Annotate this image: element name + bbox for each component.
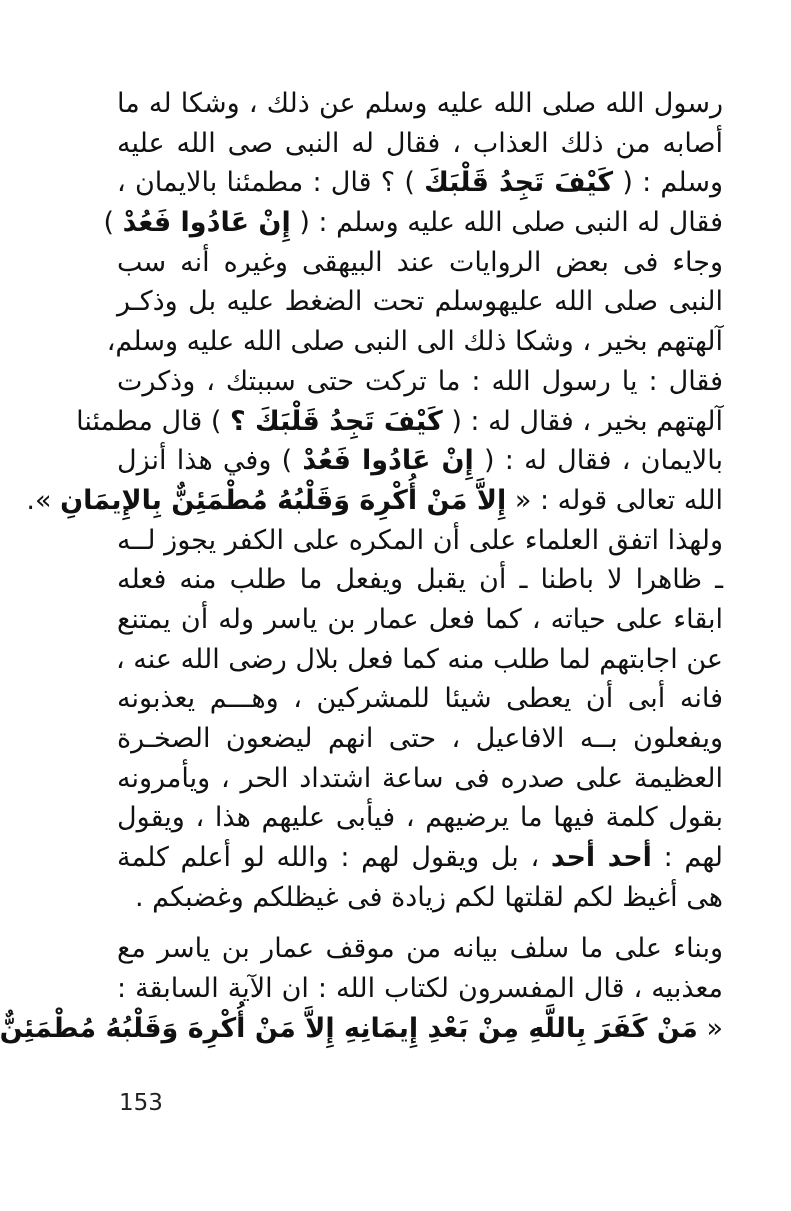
- bold-phrase: أحد أحد: [550, 842, 652, 874]
- text-segment: ): [103, 207, 123, 239]
- text-segment: ) قال مطمئنا: [76, 405, 230, 437]
- text-line: [117, 441, 723, 481]
- text-segment: هى أغيظ لكم لقلتها لكم زيادة فى غيظلكم وغضبكم .: [134, 881, 723, 913]
- book-page: [0, 84, 723, 1049]
- text-line: [103, 203, 723, 243]
- text-line: [76, 402, 723, 442]
- text-line: [117, 282, 723, 322]
- text-line: [117, 969, 723, 1009]
- text-segment: عن اجابتهم لما طلب منه كما فعل بلال رضى الله عنه ،: [115, 643, 723, 675]
- text-segment: ولهذا اتفق العلماء على أن المكره على الكفر يجوز لــه: [117, 524, 723, 556]
- text-segment: فقال : يا رسول الله : ما تركت حتى سببتك ، وذكرت: [117, 365, 723, 397]
- text-segment: بالايمان ، فقال له : (: [473, 445, 723, 477]
- text-segment: لهم :: [651, 842, 723, 874]
- text-segment: آلهتهم بخير ، فقال له : (: [442, 405, 723, 437]
- paragraph: [0, 929, 723, 1048]
- text-line: [117, 640, 723, 680]
- quranic-quote: إِلاَّ مَنْ أُكْرِهَ وَقَلْبُهُ مُطْمَئِنٌّ بِالإِيمَانِ: [60, 484, 507, 516]
- text-segment: ».: [26, 484, 61, 516]
- text-line: [117, 560, 723, 600]
- text-segment: أصابه من ذلك العذاب ، فقال له النبى صى الله عليه: [117, 127, 723, 159]
- quranic-quote: إِنْ عَادُوا فَعُدْ: [302, 445, 474, 477]
- text-segment: رسول الله صلى الله عليه وسلم عن ذلك ، وشكا له ما: [117, 88, 723, 119]
- text-segment: «: [697, 1012, 723, 1044]
- text-line: [106, 322, 723, 362]
- text-segment: بقول كلمة فيها ما يرضيهم ، فيأبى عليهم هذا ، ويقول: [117, 802, 723, 834]
- page-number: 153: [119, 1090, 163, 1116]
- text-segment: ) وفي هذا أنزل: [117, 445, 303, 477]
- text-line: [117, 719, 723, 759]
- text-line: [117, 163, 723, 203]
- text-line: [117, 838, 723, 878]
- text-segment: ) ؟ قال : مطمئنا بالايمان ،: [117, 167, 425, 199]
- text-segment: ـ ظاهرا لا باطنا ـ أن يقبل ويفعل ما طلب منه فعله: [117, 564, 723, 596]
- text-line: [117, 759, 723, 799]
- text-segment: النبى صلى الله عليهوسلم تحت الضغط عليه بل وذكـر: [117, 286, 723, 318]
- paragraph-gap: [117, 917, 723, 929]
- quranic-quote: كَيْفَ تَجِدُ قَلْبَكَ: [424, 167, 614, 199]
- text-segment: ابقاء على حياته ، كما فعل عمار بن ياسر وله أن يمتنع: [117, 603, 723, 635]
- text-segment: ، بل ويقول لهم : والله لو أعلم كلمة: [117, 842, 551, 874]
- text-line: [26, 481, 723, 521]
- text-line: [117, 362, 723, 402]
- text-segment: العظيمة على صدره فى ساعة اشتداد الحر ، ويأمرونه: [117, 762, 723, 794]
- text-line: [117, 929, 723, 969]
- text-segment: وسلم : (: [613, 167, 723, 199]
- text-segment: آلهتهم بخير ، وشكا ذلك الى النبى صلى الله عليه وسلم،: [106, 326, 723, 358]
- text-line: [117, 679, 723, 719]
- quranic-quote: مَنْ كَفَرَ بِاللَّهِ مِنْ بَعْدِ إِيمَانِهِ إِلاَّ مَنْ أُكْرِهَ وَقَلْبُهُ مُطْمَئِنٌّ: [0, 1012, 698, 1044]
- text-line: [0, 1009, 723, 1049]
- text-line: [117, 798, 723, 838]
- quranic-quote: كَيْفَ تَجِدُ قَلْبَكَ ؟: [229, 405, 443, 437]
- text-line: [117, 600, 723, 640]
- text-segment: ويفعلون بــه الافاعيل ، حتى انهم ليضعون الصخـرة: [117, 723, 723, 754]
- text-segment: معذبيه ، قال المفسرون لكتاب الله : ان الآية السابقة :: [117, 973, 723, 1005]
- text-segment: وجاء فى بعض الروايات عند البيهقى وغيره أنه سب: [117, 246, 723, 278]
- text-segment: فانه أبى أن يعطى شيئا للمشركين ، وهـــم يعذبونه: [117, 683, 723, 715]
- text-segment: وبناء على ما سلف بيانه من موقف عمار بن ياسر مع: [117, 933, 723, 965]
- text-line: [117, 243, 723, 283]
- text-segment: فقال له النبى صلى الله عليه وسلم : (: [290, 207, 723, 239]
- quranic-quote: إِنْ عَادُوا فَعُدْ: [122, 207, 291, 239]
- text-line: [117, 84, 723, 124]
- text-line: [117, 878, 723, 918]
- text-line: [117, 521, 723, 561]
- paragraph: [26, 84, 723, 917]
- text-segment: الله تعالى قوله : «: [506, 484, 723, 516]
- text-line: [117, 124, 723, 164]
